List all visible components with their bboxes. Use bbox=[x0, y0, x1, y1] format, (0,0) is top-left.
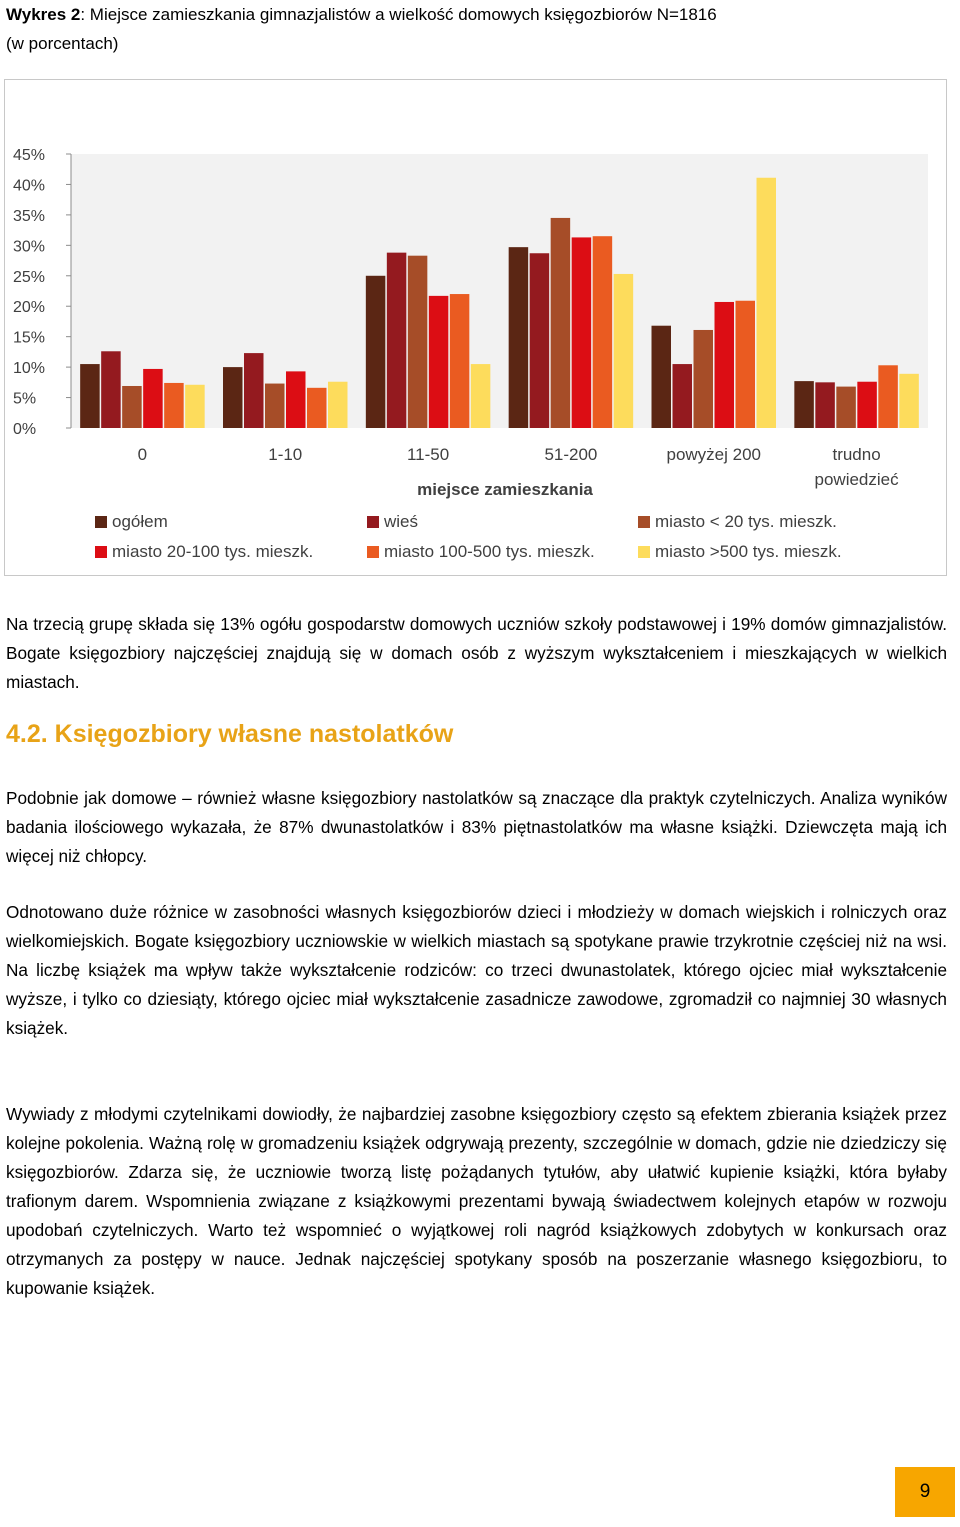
paragraph-1: Na trzecią grupę składa się 13% ogółu gospodarstw domowych uczniów szkoły podstawowej i 19% domów gimnazjalistów. Bogate księgozbiory najczęściej znajdują się w domach osób z wyższym wykształceniem i mieszkających w wielkich miastach. bbox=[6, 614, 947, 692]
bar bbox=[429, 296, 449, 428]
bar-chart bbox=[4, 79, 947, 576]
bar bbox=[387, 253, 407, 428]
page-number: 9 bbox=[895, 1467, 955, 1517]
bar bbox=[593, 236, 613, 428]
bar bbox=[471, 364, 491, 428]
y-tick-label: 10% bbox=[13, 360, 46, 378]
bar bbox=[794, 381, 814, 428]
bar bbox=[857, 382, 877, 428]
x-tick-label: 11-50 bbox=[406, 445, 450, 464]
y-tick-label: 0% bbox=[13, 421, 37, 438]
caption-text: : Miejsce zamieszkania gimnazjalistów a wielkość domowych księgozbiorów N=1816 bbox=[80, 5, 717, 24]
bar bbox=[80, 364, 100, 428]
x-tick-label: 1-10 bbox=[268, 445, 303, 464]
legend-label: miasto >500 tys. mieszk. bbox=[655, 542, 842, 561]
x-tick-label: powiedzieć bbox=[814, 470, 899, 489]
legend-swatch bbox=[95, 546, 107, 558]
bar bbox=[164, 383, 184, 428]
chart-canvas bbox=[5, 80, 948, 577]
bar bbox=[715, 302, 735, 428]
bar bbox=[366, 276, 386, 428]
bar bbox=[286, 371, 306, 428]
x-axis-title: miejsce zamieszkania bbox=[417, 480, 593, 499]
legend-swatch bbox=[367, 546, 379, 558]
legend-label: miasto 20-100 tys. mieszk. bbox=[112, 542, 314, 561]
legend-label: ogółem bbox=[112, 512, 168, 531]
caption-line-1 bbox=[6, 0, 936, 29]
bar bbox=[450, 294, 470, 428]
y-tick-label: 45% bbox=[13, 147, 46, 164]
paragraph-2: Podobnie jak domowe – również własne księgozbiory nastolatków są znaczące dla praktyk czytelniczych. Analiza wyników badania ilościowego wykazała, że 87% dwunastolatków i 83% piętnastolatków ma własne książki. Dziewczęta mają ich więcej niż chłopcy. bbox=[6, 788, 947, 866]
bar bbox=[899, 374, 919, 428]
bar bbox=[265, 384, 285, 428]
bar bbox=[143, 369, 163, 428]
paragraph-3: Odnotowano duże różnice w zasobności własnych księgozbiorów dzieci i młodzieży w domach wiejskich i rolniczych oraz wielkomiejskich. Bogate księgozbiory uczniowskie w wielkich miastach są spotykane prawie trzykrotnie częściej niż na wsi. Na liczbę książek ma wpływ także wykształcenie rodziców: co trzeci dwunastolatek, którego ojciec miał wykształcenie wyższe, i tylko co dziesiąty, którego ojciec miał wykształcenie zasadnicze zawodowe, zgromadził co najmniej 30 własnych książek. bbox=[6, 902, 947, 1038]
y-tick-label: 5% bbox=[13, 390, 37, 408]
y-tick-label: 30% bbox=[13, 238, 46, 256]
bar bbox=[614, 274, 634, 428]
bar bbox=[509, 247, 528, 428]
legend-swatch bbox=[638, 546, 650, 558]
bar bbox=[673, 364, 693, 428]
x-tick-label: trudno bbox=[832, 445, 881, 464]
y-tick-label: 40% bbox=[13, 177, 46, 195]
bar bbox=[836, 387, 856, 428]
bar bbox=[101, 351, 121, 428]
y-tick-label: 20% bbox=[13, 299, 46, 317]
bar bbox=[328, 382, 348, 428]
bar bbox=[572, 237, 592, 428]
legend-label: wieś bbox=[384, 512, 419, 531]
bar bbox=[694, 330, 714, 428]
bar bbox=[736, 301, 756, 428]
x-tick-label: powyżej 200 bbox=[666, 445, 762, 464]
bar bbox=[652, 326, 672, 428]
bar bbox=[185, 385, 205, 428]
x-tick-label: 51-200 bbox=[544, 445, 598, 464]
y-tick-label: 15% bbox=[13, 329, 46, 347]
legend-label: miasto 100-500 tys. mieszk. bbox=[384, 542, 595, 561]
caption-prefix: Wykres 2 bbox=[6, 5, 81, 24]
bar bbox=[551, 218, 571, 428]
legend-swatch bbox=[638, 516, 650, 528]
bar bbox=[244, 353, 264, 428]
bar bbox=[223, 367, 243, 428]
bar bbox=[530, 253, 550, 428]
legend-swatch bbox=[367, 516, 379, 528]
section-heading: 4.2. Księgozbiory własne nastolatków bbox=[6, 720, 454, 748]
bar bbox=[757, 178, 777, 428]
bar bbox=[878, 365, 898, 428]
y-tick-label: 35% bbox=[13, 207, 46, 225]
figure-caption bbox=[6, 0, 936, 58]
legend-label: miasto < 20 tys. mieszk. bbox=[655, 512, 837, 531]
bar bbox=[307, 388, 327, 428]
x-tick-label: 0 bbox=[137, 445, 148, 464]
bar bbox=[815, 382, 835, 428]
bar bbox=[408, 256, 428, 428]
bar bbox=[122, 386, 141, 428]
caption-line-2: (w porcentach) bbox=[6, 34, 119, 53]
legend-swatch bbox=[95, 516, 107, 528]
y-tick-label: 25% bbox=[13, 268, 46, 286]
paragraph-4: Wywiady z młodymi czytelnikami dowiodły, że najbardziej zasobne księgozbiory często są efektem zbierania książek przez kolejne pokolenia. Ważną rolę w gromadzeniu książek odgrywają prezenty, szczególnie w domach, gdzie nie dziedziczy się księgozbiorów. Zdarza się, że uczniowie tworzą listę pożądanych tytułów, aby ułatwić kupienie książki, która byłaby trafionym darem. Wspomnienia związane z książkowymi prezentami bywają świadectwem kolejnych etapów w rozwoju upodobań czytelniczych. Warto też wspomnieć o wyjątkowej roli nagród książkowych zdobytych w konkursach oraz otrzymanych za postępy w nauce. Jednak najczęściej spotykany sposób na poszerzanie własnego księgozbioru, to kupowanie książek. bbox=[6, 1104, 947, 1298]
